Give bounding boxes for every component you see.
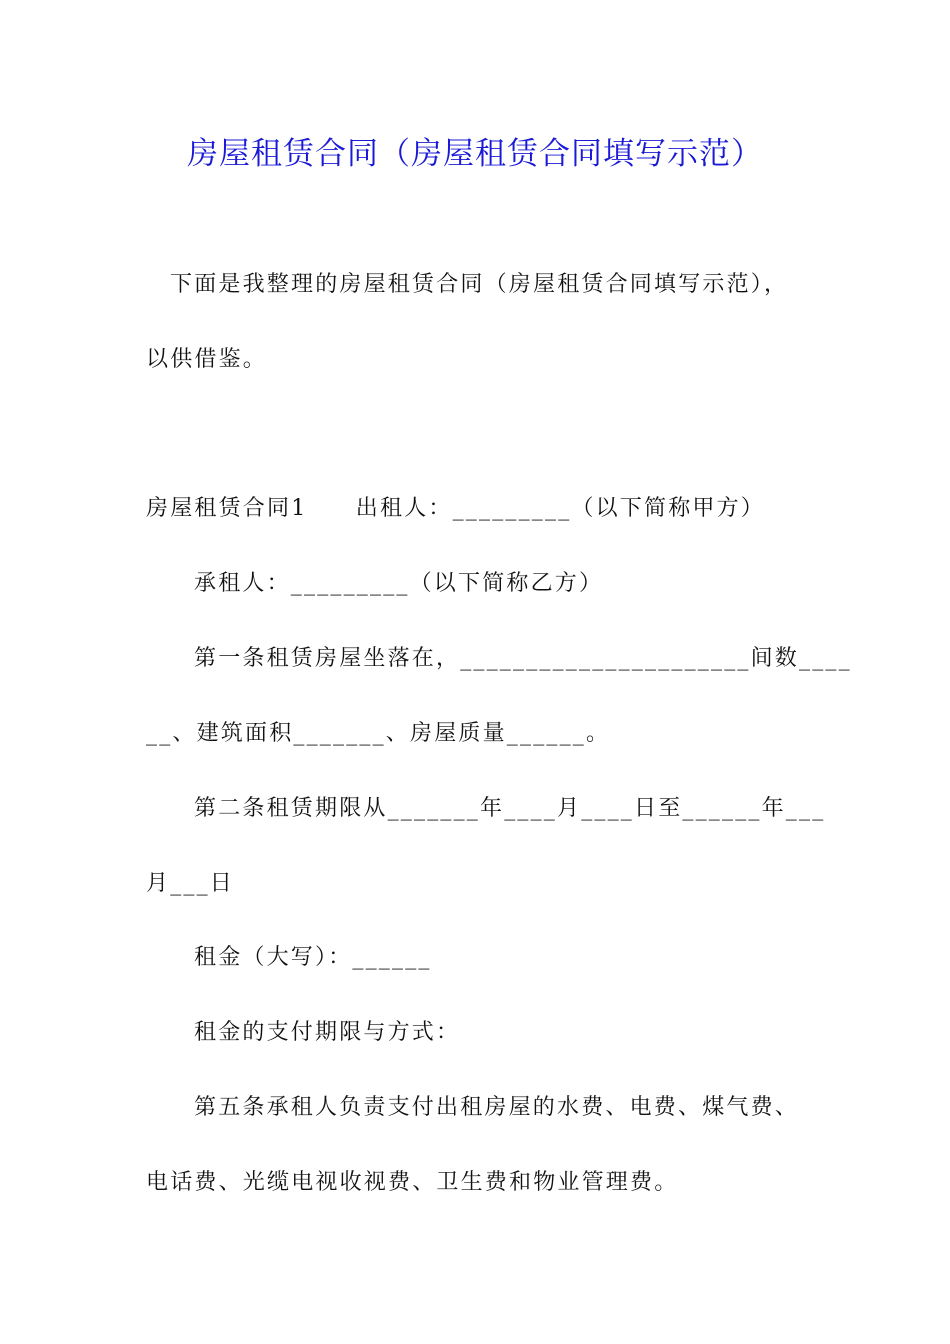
article-2-line-1: 第二条租赁期限从_______年____月____日至______年___ [194, 796, 826, 821]
article-1-line-2: __、建筑面积_______、房屋质量______。 [146, 721, 611, 746]
document-title: 房屋租赁合同（房屋租赁合同填写示范） [187, 136, 763, 172]
rent-payment-line: 租金的支付期限与方式： [194, 1020, 461, 1045]
article-5-line-2: 电话费、光缆电视收视费、卫生费和物业管理费。 [146, 1170, 679, 1195]
article-5-line-1: 第五条承租人负责支付出租房屋的水费、电费、煤气费、 [194, 1095, 800, 1120]
article-1-line-1: 第一条租赁房屋坐落在，______________________间数____ [194, 646, 852, 671]
contract-header-lessor: 房屋租赁合同1 出租人：_________（以下简称甲方） [146, 496, 765, 521]
lessee-line: 承租人：_________（以下简称乙方） [194, 571, 604, 596]
intro-line-1: 下面是我整理的房屋租赁合同（房屋租赁合同填写示范）， [170, 272, 789, 297]
article-2-line-2: 月___日 [146, 871, 235, 896]
rent-amount-line: 租金（大写）：______ [194, 945, 432, 970]
intro-line-2: 以供借鉴。 [146, 347, 268, 372]
